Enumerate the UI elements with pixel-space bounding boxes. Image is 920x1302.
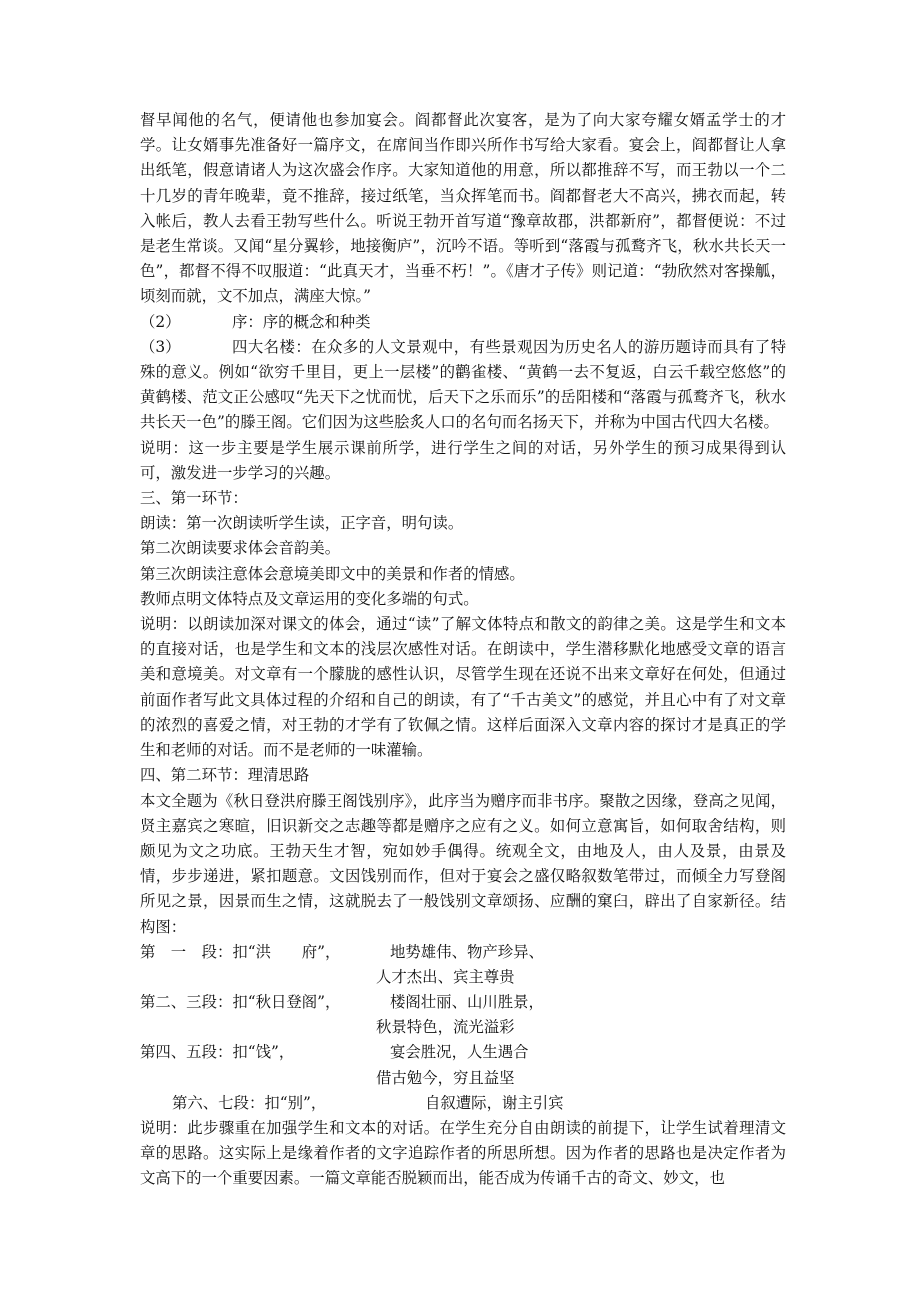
reading-step-2: 第二次朗读要求体会音韵美。 [140, 539, 341, 558]
note-paragraph-1: 说明：这一步主要是学生展示课前所学，进行学生之间的对话，另外学生的预习成果得到认可，激发进一步学习的兴趣。 [140, 438, 786, 482]
intro-paragraph: 督早闻他的名气，便请他也参加宴会。阎都督此次宴客，是为了向大家夸耀女婿孟学士的才学。让女婿事先准备好一篇序文，在席间当作即兴所作书写给大家看。宴会上，阎都督让人拿出纸笔，假意请诸人为这次盛会作序。大家知道他的用意，所以都推辞不写，而王勃以一个二十几岁的青年晚辈，竟不推辞，接过纸笔，当众挥笔而书。阎都督老大不高兴，拂衣而起，转入帐后，教人去看王勃写些什么。听说王勃开首写道“豫章故郡，洪都新府”，都督便说：不过是老生常谈。又闻“星分翼轸，地接衡庐”，沉吟不语。等听到“落霞与孤鹜齐飞，秋水共长天一色”，都督不得不叹服道：“此真天才，当垂不朽！”。《唐才子传》则记道：“勃欣然对客操觚，顷刻而就，文不加点，满座大惊。” [140, 111, 786, 306]
item-2 [140, 310, 786, 335]
structure-row-3-desc: 宴会胜况，人生遇合 [390, 1043, 529, 1062]
structure-row-1-desc: 地势雄伟、物产珍异、 [390, 942, 544, 961]
structure-row-1 [140, 940, 786, 965]
item-3-text: 四大名楼：在众多的人文景观中，有些景观因为历史名人的游历题诗而具有了特殊的意义。例如“欲穷千里目，更上一层楼”的鹳雀楼、“黄鹤一去不复返，白云千载空悠悠”的黄鹤楼、范文正公感叹“先天下之忧而忧，后天下之乐而乐”的岳阳楼和“落霞与孤鹜齐飞，秋水共长天一色”的滕王阁。它们因为这些脍炙人口的名句而名扬天下，并称为中国古代四大名楼。 [140, 337, 786, 432]
item-2-text: 序：序的概念和种类 [232, 312, 371, 331]
structure-row-1-continued [140, 965, 786, 990]
note-paragraph-3: 说明：此步骤重在加强学生和文本的对话。在学生充分自由朗读的前提下，让学生试着理清文章的思路。这实际上是缘着作者的文字追踪作者的所思所想。因为作者的思路也是决定作者为文高下的一个重要因素。一篇文章能否脱颖而出，能否成为传诵千古的奇文、妙文，也 [140, 1119, 786, 1188]
structure-diagram [140, 940, 786, 1116]
structure-row-4-label: 第六、七段：扣“别”， [172, 1093, 327, 1112]
document-page [140, 108, 786, 1192]
note-paragraph-2: 说明：以朗读加深对课文的体会，通过“读”了解文体特点和散文的韵律之美。这是学生和文本的直接对话，也是学生和文本的浅层次感性对话。在朗读中，学生潜移默化地感受文章的语言美和意境美。对文章有一个朦胧的感性认识，尽管学生现在还说不出来文章好在何处，但通过前面作者写此文具体过程的介绍和自己的朗读，有了“千古美文”的感觉，并且心中有了对文章的浓烈的喜爱之情，对王勃的才学有了钦佩之情。这样后面深入文章内容的探讨才是真正的学生和老师的对话。而不是老师的一味灌输。 [140, 615, 786, 760]
structure-row-2-desc: 楼阁壮丽、山川胜景， [390, 993, 544, 1012]
structure-row-3-label: 第四、五段：扣“饯”， [140, 1043, 295, 1062]
structure-row-3-continued [140, 1066, 786, 1091]
reading-step-3: 第三次朗读注意体会意境美即文中的美景和作者的情感。 [140, 564, 525, 583]
structure-row-2 [140, 990, 786, 1015]
structure-row-2-label: 第二、三段：扣“秋日登阁”， [140, 993, 341, 1012]
structure-row-3 [140, 1040, 786, 1065]
reading-step-4: 教师点明文体特点及文章运用的变化多端的句式。 [140, 589, 479, 608]
structure-row-4 [140, 1091, 786, 1116]
structure-row-2-desc-2: 秋景特色，流光溢彩 [376, 1018, 515, 1037]
reading-step-1: 朗读：第一次朗读听学生读，正字音，明句读。 [140, 514, 464, 533]
structure-row-4-desc: 自叙遭际，谢主引宾 [425, 1093, 564, 1112]
structure-row-1-label: 第 一 段：扣“洪 府”， [140, 942, 341, 961]
item-2-number: （2） [140, 312, 181, 331]
item-3-number: （3） [140, 337, 181, 356]
structure-row-3-desc-2: 借古勉今，穷且益坚 [376, 1068, 515, 1087]
structure-row-2-continued [140, 1015, 786, 1040]
section-heading-4: 四、第二环节：理清思路 [140, 766, 310, 785]
section-heading-3: 三、第一环节： [140, 489, 248, 508]
structure-row-1-desc-2: 人才杰出、宾主尊贵 [376, 967, 515, 986]
analysis-paragraph: 本文全题为《秋日登洪府滕王阁饯别序》，此序当为赠序而非书序。聚散之因缘，登高之见闻，贤主嘉宾之寒暄，旧识新交之志趣等都是赠序之应有之义。如何立意寓旨，如何取舍结构，则颇见为文之功底。王勃天生才智，宛如妙手偶得。统观全文，由地及人，由人及景，由景及情，步步递进，紧扣题意。文因饯别而作，但对于宴会之盛仅略叙数笔带过，而倾全力写登阁所见之景，因景而生之情，这就脱去了一般饯别文章颂扬、应酬的窠臼，辟出了自家新径。结构图： [140, 791, 786, 936]
